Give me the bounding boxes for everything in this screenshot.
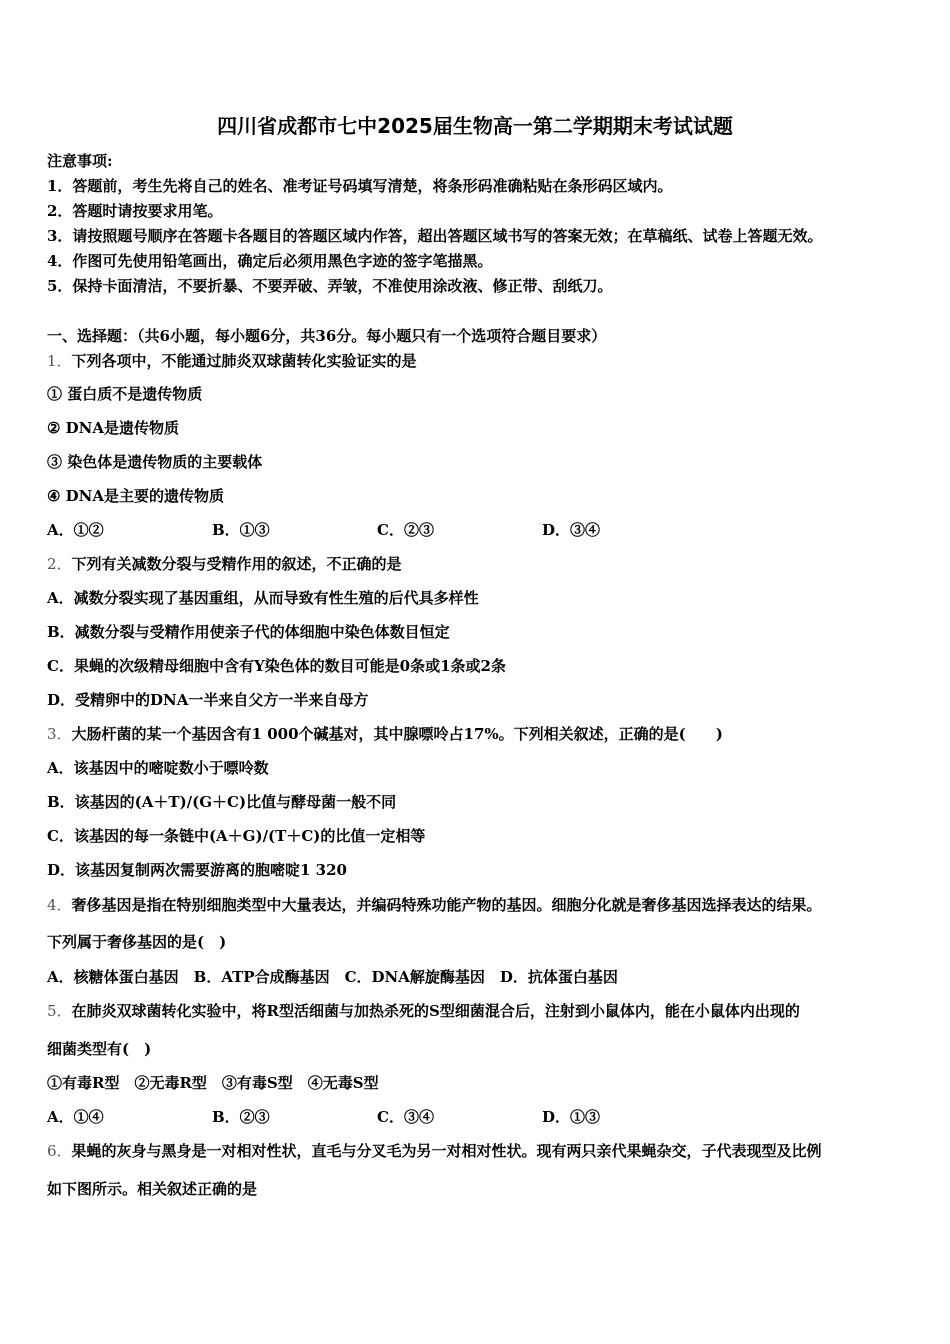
- question-5: [47, 1001, 800, 1021]
- statement-item: ② DNA是遗传物质: [47, 419, 180, 437]
- question-number: 1．: [47, 352, 72, 370]
- question-stem: 奢侈基因是指在特别细胞类型中大量表达，并编码特殊功能产物的基因。细胞分化就是奢侈基因选择表达的结果。: [71, 896, 822, 914]
- question-number: 4．: [47, 896, 72, 914]
- notice-heading: 注意事项:: [47, 152, 113, 170]
- question-number: 5．: [47, 1002, 72, 1020]
- answer-option-c: C．②③: [377, 521, 434, 539]
- answer-option-a: A．减数分裂实现了基因重组，从而导致有性生殖的后代具多样性: [47, 589, 479, 607]
- answer-option-a: A．该基因中的嘧啶数小于嘌呤数: [47, 759, 269, 777]
- page-title: 四川省成都市七中2025届生物高一第二学期期末考试试题: [217, 114, 733, 138]
- question-2: [47, 554, 402, 574]
- answer-option-b: B．该基因的(A＋T)/(G＋C)比值与酵母菌一般不同: [47, 793, 397, 811]
- answer-option-b: B．②③: [212, 1108, 270, 1126]
- notice-item: 2．答题时请按要求用笔。: [47, 202, 223, 220]
- section-heading: 一、选择题：（共6小题，每小题6分，共36分。每小题只有一个选项符合题目要求）: [47, 327, 607, 345]
- notice-item: 3．请按照题号顺序在答题卡各题目的答题区域内作答，超出答题区域书写的答案无效；在草稿纸、试卷上答题无效。: [47, 227, 823, 245]
- question-stem: 果蝇的灰身与黑身是一对相对性状，直毛与分叉毛为另一对相对性状。现有两只亲代果蝇杂交，子代表现型及比例: [71, 1142, 822, 1160]
- question-number: 3．: [47, 725, 72, 743]
- question-6: [47, 1141, 822, 1161]
- answer-option-a: A．①②: [47, 521, 104, 539]
- answer-option-b: B．减数分裂与受精作用使亲子代的体细胞中染色体数目恒定: [47, 623, 450, 641]
- answer-option-d: D．①③: [542, 1108, 601, 1126]
- statement-item: ④ DNA是主要的遗传物质: [47, 487, 225, 505]
- answer-option-c: C．果蝇的次级精母细胞中含有Y染色体的数目可能是0条或1条或2条: [47, 657, 506, 675]
- answer-option-d: D．③④: [542, 521, 601, 539]
- question-stem-continued: 如下图所示。相关叙述正确的是: [47, 1180, 258, 1198]
- answer-option-b: B．①③: [212, 521, 270, 539]
- question-3: [47, 724, 723, 744]
- statement-items: ①有毒R型 ②无毒R型 ③有毒S型 ④无毒S型: [47, 1074, 379, 1092]
- question-4: [47, 895, 822, 915]
- answer-option-d: D．该基因复制两次需要游离的胞嘧啶1 320: [47, 861, 347, 879]
- question-stem: 在肺炎双球菌转化实验中，将R型活细菌与加热杀死的S型细菌混合后，注射到小鼠体内，能在小鼠体内出现的: [71, 1002, 800, 1020]
- question-1: [47, 351, 417, 371]
- question-stem-continued: 细菌类型有( ): [47, 1040, 152, 1058]
- answer-option-c: C．该基因的每一条链中(A＋G)/(T＋C)的比值一定相等: [47, 827, 426, 845]
- question-stem-continued: 下列属于奢侈基因的是( ): [47, 933, 227, 951]
- notice-item: 5．保持卡面清洁，不要折暴、不要弄破、弄皱，不准使用涂改液、修正带、刮纸刀。: [47, 277, 613, 295]
- answer-option-c: C．③④: [377, 1108, 434, 1126]
- statement-item: ③ 染色体是遗传物质的主要载体: [47, 453, 263, 471]
- answer-option-d: D．受精卵中的DNA一半来自父方一半来自母方: [47, 691, 369, 709]
- notice-item: 4．作图可先使用铅笔画出，确定后必须用黑色字迹的签字笔描黑。: [47, 252, 493, 270]
- statement-item: ① 蛋白质不是遗传物质: [47, 385, 203, 403]
- answer-options: A．核糖体蛋白基因 B．ATP合成酶基因 C．DNA解旋酶基因 D．抗体蛋白基因: [47, 968, 618, 986]
- question-number: 2．: [47, 555, 72, 573]
- question-stem: 下列有关减数分裂与受精作用的叙述，不正确的是: [71, 555, 402, 573]
- question-stem: 下列各项中，不能通过肺炎双球菌转化实验证实的是: [71, 352, 417, 370]
- notice-item: 1．答题前，考生先将自己的姓名、准考证号码填写清楚，将条形码准确粘贴在条形码区域内。: [47, 177, 673, 195]
- question-number: 6．: [47, 1142, 72, 1160]
- question-stem: 大肠杆菌的某一个基因含有1 000个碱基对，其中腺嘌呤占17%。下列相关叙述，正确的是( ): [71, 725, 723, 743]
- answer-option-a: A．①④: [47, 1108, 104, 1126]
